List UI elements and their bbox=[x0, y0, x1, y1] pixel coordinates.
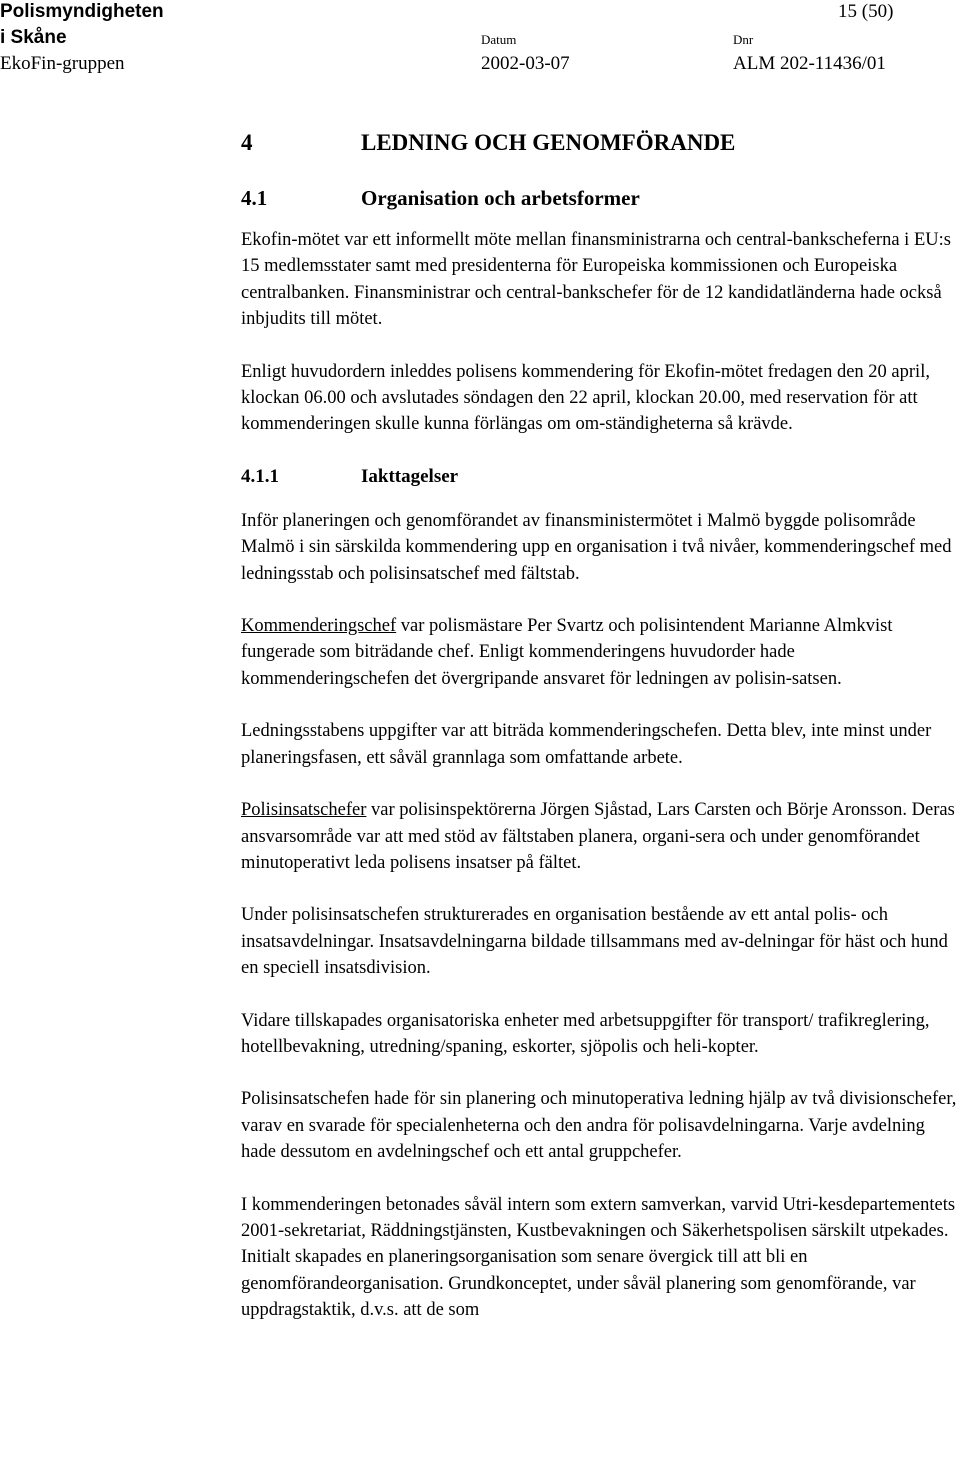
page-number: 15 (50) bbox=[838, 1, 894, 22]
subsubsection-number: 4.1.1 bbox=[241, 465, 279, 487]
paragraph: Under polisinsatschefen strukturerades en organisation bestående av ett antal polis- och insatsavdelningar. Insatsavdelningarna bildade tillsammans med av-delningar för häst och hund en speciell insatsdivision. bbox=[241, 905, 948, 979]
section-heading bbox=[241, 128, 960, 158]
document-body bbox=[241, 128, 960, 1350]
subsection-number: 4.1 bbox=[241, 186, 268, 210]
subsection-heading bbox=[241, 184, 960, 212]
dnr-value: ALM 202-11436/01 bbox=[733, 53, 886, 74]
group-name: EkoFin-gruppen bbox=[0, 53, 125, 74]
section-title: LEDNING OCH GENOMFÖRANDE bbox=[361, 130, 736, 155]
paragraph: I kommenderingen betonades såväl intern som extern samverkan, varvid Utri-kesdepartementets 2001-sekretariat, Räddningstjänsten, Kustbevakningen och Säkerhetspolisen särskilt utpekades. Initialt skapades en planeringsorganisation som senare övergick till att bli en genomförandeorganisation. Grundkonceptet, under såväl planering som genomförande, var uppdragstaktik, d.v.s. att de som bbox=[241, 1194, 956, 1321]
paragraph bbox=[241, 613, 960, 692]
underlined-term: Polisinsatschefer bbox=[241, 800, 367, 821]
section-number: 4 bbox=[241, 130, 253, 155]
subsubsection-heading bbox=[241, 464, 960, 490]
date-value: 2002-03-07 bbox=[481, 53, 570, 74]
paragraph-text: var polisinspektörerna Jörgen Sjåstad, Lars Carsten och Börje Aronsson. Deras ansvarsområde var att med stöd av fältstaben planera, organi-sera och under genomförandet minutoperativt leda polisens insatser på fältet. bbox=[241, 800, 955, 873]
paragraph-text: var polismästare Per Svartz och polisintendent Marianne Almkvist fungerade som biträdande chef. Enligt kommenderingens huvudorder hade kommenderingschefen det övergripande ansvaret för ledningen av polisin-satsen. bbox=[241, 616, 893, 689]
organization-region: i Skåne bbox=[0, 27, 67, 48]
page-header bbox=[0, 0, 960, 80]
subsubsection-title: Iakttagelser bbox=[361, 465, 459, 487]
paragraph: Ledningsstabens uppgifter var att biträda kommenderingschefen. Detta blev, inte minst under planeringsfasen, ett såväl grannlaga som omfattande arbete. bbox=[241, 721, 932, 768]
paragraph: Inför planeringen och genomförandet av finansministermötet i Malmö byggde polisområde Malmö i sin särskilda kommendering upp en organisation i två nivåer, kommenderingschef med ledningsstab och polisinsatschef med fältstab. bbox=[241, 510, 952, 584]
dnr-label: Dnr bbox=[733, 32, 754, 47]
subsection-title: Organisation och arbetsformer bbox=[361, 186, 640, 210]
underlined-term: Kommenderingschef bbox=[241, 616, 397, 637]
paragraph: Vidare tillskapades organisatoriska enheter med arbetsuppgifter för transport/ trafikreglering, hotellbevakning, utredning/spaning, eskorter, sjöpolis och heli-kopter. bbox=[241, 1010, 930, 1057]
paragraph: Ekofin-mötet var ett informellt möte mellan finansministrarna och central-bankscheferna i EU:s 15 medlemsstater samt med presidenterna för Europeiska kommissionen och Europeiska centralbanken. Finansministrar och central-bankschefer för de 12 kandidatländerna hade också inbjudits till mötet. bbox=[241, 230, 951, 330]
paragraph: Enligt huvudordern inleddes polisens kommendering för Ekofin-mötet fredagen den 20 april, klockan 06.00 och avslutades söndagen den 22 april, klockan 20.00, med reservation för att kommenderingen skulle kunna förlängas om om-ständigheterna så krävde. bbox=[241, 361, 930, 435]
date-label: Datum bbox=[481, 32, 517, 47]
organization-name: Polismyndigheten bbox=[0, 1, 164, 22]
paragraph: Polisinsatschefen hade för sin planering och minutoperativa ledning hjälp av två divisionschefer, varav en svarade för specialenheterna och den andra för polisavdelningarna. Varje avdelning hade dessutom en avdelningschef och ett antal gruppchefer. bbox=[241, 1089, 957, 1163]
paragraph bbox=[241, 797, 960, 876]
